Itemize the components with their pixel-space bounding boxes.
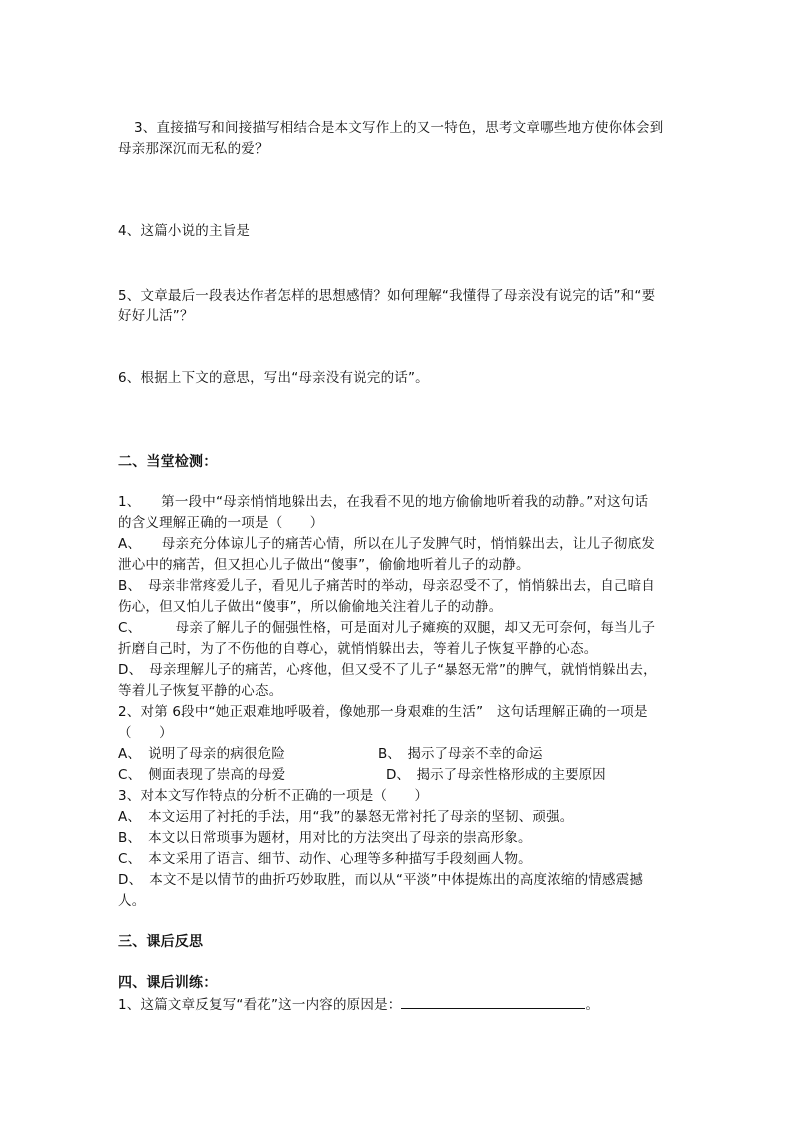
- s2-q3-option-c: C、 本文采用了语言、细节、动作、心理等多种描写手段刻画人物。: [118, 851, 532, 867]
- s2-q1-option-b-line2: 伤心，但又怕儿子做出“傻事”，所以偷偷地关注着儿子的动静。: [118, 599, 503, 615]
- s4-q1-text: 1、这篇文章反复写“看花”这一内容的原因是：: [118, 997, 402, 1013]
- s2-q1-option-c-line2: 折磨自己时，为了不伤他的自尊心，就悄悄躲出去，等着儿子恢复平静的心态。: [118, 641, 598, 657]
- s2-q1-option-a-line1: A、 母亲充分体谅儿子的痛苦心情，所以在儿子发脾气时，悄悄躲出去，让儿子彻底发: [118, 536, 655, 552]
- question-3-line2: 母亲那深沉而无私的爱？: [118, 141, 269, 157]
- s4-q1-end: 。: [585, 997, 600, 1013]
- s2-q1-option-d-line2: 等着儿子恢复平静的心态。: [118, 683, 283, 699]
- s2-q2-stem-line1: 2、对第 6段中“她正艰难地呼吸着，像她那一身艰难的生活” 这句话理解正确的一项是: [118, 704, 648, 720]
- section-4-title: 四、课后训练：: [118, 975, 218, 991]
- question-5-line2: 好好儿活”？: [118, 308, 194, 324]
- s4-q1: [118, 994, 599, 1015]
- s2-q3-option-d-line1: D、 本文不是以情节的曲折巧妙取胜，而以从“平淡”中体提炼出的高度浓缩的情感震撼: [118, 872, 644, 888]
- s2-q2-option-c: C、 侧面表现了崇高的母爱: [118, 767, 286, 783]
- s2-q3-option-d-line2: 人。: [118, 893, 146, 909]
- s2-q2-option-b: B、 揭示了母亲不幸的命运: [378, 746, 543, 762]
- s2-q1-stem-line1: 1、 第一段中“母亲悄悄地躲出去，在我看不见的地方偷偷地听着我的动静。”对这句话: [118, 494, 649, 510]
- s2-q1-option-c-line1: C、 母亲了解儿子的倔强性格，可是面对儿子瘫痪的双腿，却又无可奈何，每当儿子: [118, 620, 656, 636]
- s2-q1-option-d-line1: D、 母亲理解儿子的痛苦，心疼他，但又受不了儿子“暴怒无常”的脾气，就悄悄躲出去，: [118, 662, 657, 678]
- s2-q2-stem-line2: （ ）: [118, 725, 173, 741]
- s2-q1-stem-line2: 的含义理解正确的一项是（ ）: [118, 515, 324, 531]
- section-2-title: 二、当堂检测：: [118, 454, 218, 470]
- s2-q1-option-b-line1: B、 母亲非常疼爱儿子，看见儿子痛苦时的举动，母亲忍受不了，悄悄躲出去，自己暗自: [118, 578, 656, 594]
- s2-q1-option-a-line2: 泄心中的痛苦，但又担心儿子做出“傻事”，偷偷地听着儿子的动静。: [118, 557, 530, 573]
- s2-q3-option-a: A、 本文运用了衬托的手法，用“我”的暴怒无常衬托了母亲的坚韧、顽强。: [118, 809, 574, 825]
- s2-q2-option-a: A、 说明了母亲的病很危险: [118, 746, 286, 762]
- question-5-line1: 5、文章最后一段表达作者怎样的思想感情？如何理解“我懂得了母亲没有说完的话”和“要: [118, 288, 656, 304]
- s2-q3-stem: 3、对本文写作特点的分析不正确的一项是（ ）: [118, 788, 429, 804]
- question-3-line1: 3、直接描写和间接描写相结合是本文写作上的又一特色，思考文章哪些地方使你体会到: [134, 120, 664, 136]
- question-6: 6、根据上下文的意思，写出“母亲没有说完的话”。: [118, 370, 429, 386]
- question-4: 4、这篇小说的主旨是: [118, 223, 251, 239]
- s2-q3-option-b: B、 本文以日常琐事为题材，用对比的方法突出了母亲的崇高形象。: [118, 830, 532, 846]
- section-3-title: 三、课后反思: [118, 934, 204, 950]
- s2-q2-option-d: D、 揭示了母亲性格形成的主要原因: [386, 767, 606, 783]
- answer-blank[interactable]: [401, 994, 585, 1009]
